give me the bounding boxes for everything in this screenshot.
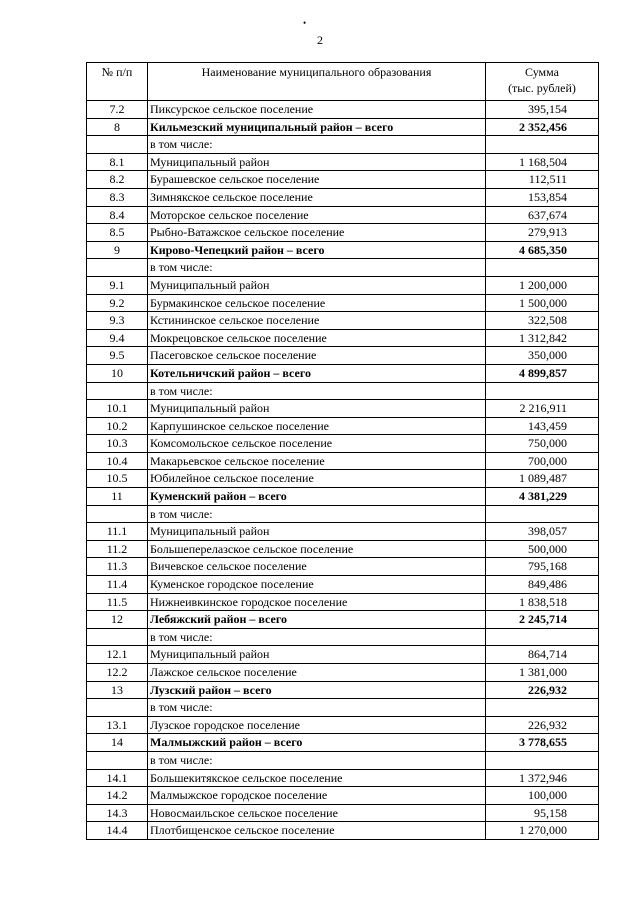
row-name-cell: Кстининское сельское поселение [148, 312, 486, 330]
row-name-cell: Бурашевское сельское поселение [148, 171, 486, 189]
row-name-cell: в том числе: [148, 628, 486, 646]
row-name-cell: Большекитякское сельское поселение [148, 769, 486, 787]
row-number-cell [87, 382, 148, 400]
table-row [87, 734, 599, 752]
table-row [87, 664, 599, 682]
table-row [87, 804, 599, 822]
row-name-cell: Куменский район – всего [148, 488, 486, 506]
header-name: Наименование муниципального образования [148, 63, 486, 101]
row-sum-cell: 2 216,911 [486, 400, 599, 418]
row-number-cell: 9 [87, 241, 148, 259]
row-number-cell: 10.3 [87, 435, 148, 453]
row-name-cell: Макарьевское сельское поселение [148, 452, 486, 470]
row-name-cell: Нижнеивкинское городское поселение [148, 593, 486, 611]
row-name-cell: в том числе: [148, 751, 486, 769]
table-row [87, 118, 599, 136]
row-number-cell: 9.2 [87, 294, 148, 312]
row-number-cell [87, 699, 148, 717]
row-name-cell: Пиксурское сельское поселение [148, 101, 486, 119]
row-sum-cell: 1 372,946 [486, 769, 599, 787]
row-number-cell [87, 505, 148, 523]
table-row [87, 681, 599, 699]
row-name-cell: в том числе: [148, 699, 486, 717]
table-row [87, 769, 599, 787]
row-number-cell: 11.1 [87, 523, 148, 541]
row-sum-cell: 2 245,714 [486, 611, 599, 629]
row-name-cell: Куменское городское поселение [148, 576, 486, 594]
scan-mark: • [303, 18, 307, 28]
budget-allocation-table [86, 62, 599, 840]
row-name-cell: Кирово-Чепецкий район – всего [148, 241, 486, 259]
table-row [87, 540, 599, 558]
row-sum-cell: 4 685,350 [486, 241, 599, 259]
row-number-cell: 12.1 [87, 646, 148, 664]
row-sum-cell: 1 168,504 [486, 153, 599, 171]
header-number: № п/п [87, 63, 148, 101]
row-name-cell: Лебяжский район – всего [148, 611, 486, 629]
row-sum-cell: 112,511 [486, 171, 599, 189]
row-sum-cell: 4 899,857 [486, 364, 599, 382]
row-sum-cell: 1 381,000 [486, 664, 599, 682]
row-name-cell: в том числе: [148, 505, 486, 523]
row-number-cell: 9.1 [87, 276, 148, 294]
table-header [87, 63, 599, 101]
table-row [87, 751, 599, 769]
row-name-cell: Комсомольское сельское поселение [148, 435, 486, 453]
row-sum-cell: 226,932 [486, 716, 599, 734]
table-row [87, 716, 599, 734]
row-number-cell: 10.4 [87, 452, 148, 470]
row-sum-cell: 279,913 [486, 224, 599, 242]
row-name-cell: Новосмаильское сельское поселение [148, 804, 486, 822]
row-number-cell: 9.4 [87, 329, 148, 347]
row-number-cell: 8 [87, 118, 148, 136]
row-sum-cell: 1 200,000 [486, 276, 599, 294]
row-name-cell: Карпушинское сельское поселение [148, 417, 486, 435]
table-row [87, 611, 599, 629]
row-name-cell: Лузский район – всего [148, 681, 486, 699]
row-sum-cell: 2 352,456 [486, 118, 599, 136]
table-row [87, 294, 599, 312]
row-number-cell: 8.5 [87, 224, 148, 242]
table-row [87, 312, 599, 330]
row-number-cell: 8.4 [87, 206, 148, 224]
row-sum-cell [486, 136, 599, 154]
table-row [87, 787, 599, 805]
row-number-cell [87, 259, 148, 277]
row-number-cell: 11.2 [87, 540, 148, 558]
row-name-cell: Муниципальный район [148, 276, 486, 294]
row-sum-cell [486, 699, 599, 717]
table-row [87, 364, 599, 382]
row-sum-cell: 795,168 [486, 558, 599, 576]
row-sum-cell: 398,057 [486, 523, 599, 541]
row-name-cell: Рыбно-Ватажское сельское поселение [148, 224, 486, 242]
table-row [87, 558, 599, 576]
row-number-cell: 14.1 [87, 769, 148, 787]
table-row [87, 101, 599, 119]
row-number-cell: 8.3 [87, 188, 148, 206]
row-name-cell: в том числе: [148, 259, 486, 277]
table-row [87, 470, 599, 488]
table-row [87, 699, 599, 717]
row-name-cell: Муниципальный район [148, 400, 486, 418]
row-number-cell: 11.4 [87, 576, 148, 594]
row-number-cell: 7.2 [87, 101, 148, 119]
row-sum-cell: 395,154 [486, 101, 599, 119]
row-number-cell: 11.5 [87, 593, 148, 611]
row-name-cell: Муниципальный район [148, 153, 486, 171]
row-number-cell: 8.1 [87, 153, 148, 171]
table-row [87, 206, 599, 224]
table-row [87, 171, 599, 189]
row-name-cell: Малмыжское городское поселение [148, 787, 486, 805]
row-name-cell: Муниципальный район [148, 523, 486, 541]
row-sum-cell: 1 500,000 [486, 294, 599, 312]
row-sum-cell [486, 751, 599, 769]
row-number-cell: 14.2 [87, 787, 148, 805]
row-number-cell: 12 [87, 611, 148, 629]
row-number-cell: 9.5 [87, 347, 148, 365]
row-sum-cell: 226,932 [486, 681, 599, 699]
row-number-cell: 11.3 [87, 558, 148, 576]
row-name-cell: Большеперелазское сельское поселение [148, 540, 486, 558]
row-sum-cell: 849,486 [486, 576, 599, 594]
row-sum-cell [486, 628, 599, 646]
row-name-cell: Кильмезский муниципальный район – всего [148, 118, 486, 136]
row-sum-cell: 1 312,842 [486, 329, 599, 347]
row-sum-cell: 1 838,518 [486, 593, 599, 611]
row-name-cell: Пасеговское сельское поселение [148, 347, 486, 365]
row-name-cell: Котельничский район – всего [148, 364, 486, 382]
row-name-cell: Зимнякское сельское поселение [148, 188, 486, 206]
row-sum-cell: 100,000 [486, 787, 599, 805]
table-row [87, 347, 599, 365]
table-row [87, 435, 599, 453]
row-sum-cell: 143,459 [486, 417, 599, 435]
table-row [87, 382, 599, 400]
table-row [87, 628, 599, 646]
table-row [87, 646, 599, 664]
row-sum-cell [486, 382, 599, 400]
table-body [87, 101, 599, 840]
row-name-cell: Лузское городское поселение [148, 716, 486, 734]
row-name-cell: в том числе: [148, 136, 486, 154]
row-name-cell: Моторское сельское поселение [148, 206, 486, 224]
row-name-cell: Вичевское сельское поселение [148, 558, 486, 576]
table-row [87, 259, 599, 277]
row-sum-cell: 95,158 [486, 804, 599, 822]
header-sum-line2: (тыс. рублей) [508, 81, 576, 95]
header-sum [486, 63, 599, 101]
table-row [87, 188, 599, 206]
table-row [87, 329, 599, 347]
row-number-cell: 10.5 [87, 470, 148, 488]
table-row [87, 593, 599, 611]
table-row [87, 417, 599, 435]
row-number-cell: 9.3 [87, 312, 148, 330]
table-row [87, 576, 599, 594]
table-row [87, 153, 599, 171]
table-row [87, 488, 599, 506]
table-row [87, 400, 599, 418]
table-row [87, 452, 599, 470]
row-name-cell: Малмыжский район – всего [148, 734, 486, 752]
row-name-cell: Юбилейное сельское поселение [148, 470, 486, 488]
row-name-cell: Мокрецовское сельское поселение [148, 329, 486, 347]
row-sum-cell: 4 381,229 [486, 488, 599, 506]
table-row [87, 224, 599, 242]
row-number-cell: 13.1 [87, 716, 148, 734]
row-number-cell: 14 [87, 734, 148, 752]
table-row [87, 822, 599, 840]
table-row [87, 523, 599, 541]
page-number: 2 [317, 33, 323, 47]
row-name-cell: Муниципальный район [148, 646, 486, 664]
row-number-cell: 10 [87, 364, 148, 382]
table-row [87, 276, 599, 294]
row-number-cell [87, 751, 148, 769]
row-sum-cell [486, 259, 599, 277]
row-name-cell: Лажское сельское поселение [148, 664, 486, 682]
row-sum-cell: 153,854 [486, 188, 599, 206]
row-sum-cell: 1 270,000 [486, 822, 599, 840]
table-row [87, 136, 599, 154]
row-number-cell: 10.1 [87, 400, 148, 418]
row-sum-cell: 637,674 [486, 206, 599, 224]
row-number-cell: 14.4 [87, 822, 148, 840]
row-name-cell: Бурмакинское сельское поселение [148, 294, 486, 312]
header-sum-line1: Сумма [525, 65, 559, 79]
row-number-cell: 8.2 [87, 171, 148, 189]
row-sum-cell [486, 505, 599, 523]
row-sum-cell: 700,000 [486, 452, 599, 470]
row-sum-cell: 500,000 [486, 540, 599, 558]
row-number-cell: 11 [87, 488, 148, 506]
row-sum-cell: 1 089,487 [486, 470, 599, 488]
row-sum-cell: 864,714 [486, 646, 599, 664]
row-sum-cell: 3 778,655 [486, 734, 599, 752]
table-row [87, 241, 599, 259]
row-sum-cell: 322,508 [486, 312, 599, 330]
header-row [87, 63, 599, 101]
row-number-cell [87, 628, 148, 646]
row-sum-cell: 350,000 [486, 347, 599, 365]
row-number-cell: 12.2 [87, 664, 148, 682]
table-row [87, 505, 599, 523]
row-name-cell: в том числе: [148, 382, 486, 400]
row-number-cell: 14.3 [87, 804, 148, 822]
row-number-cell [87, 136, 148, 154]
row-name-cell: Плотбищенское сельское поселение [148, 822, 486, 840]
row-number-cell: 13 [87, 681, 148, 699]
row-number-cell: 10.2 [87, 417, 148, 435]
row-sum-cell: 750,000 [486, 435, 599, 453]
